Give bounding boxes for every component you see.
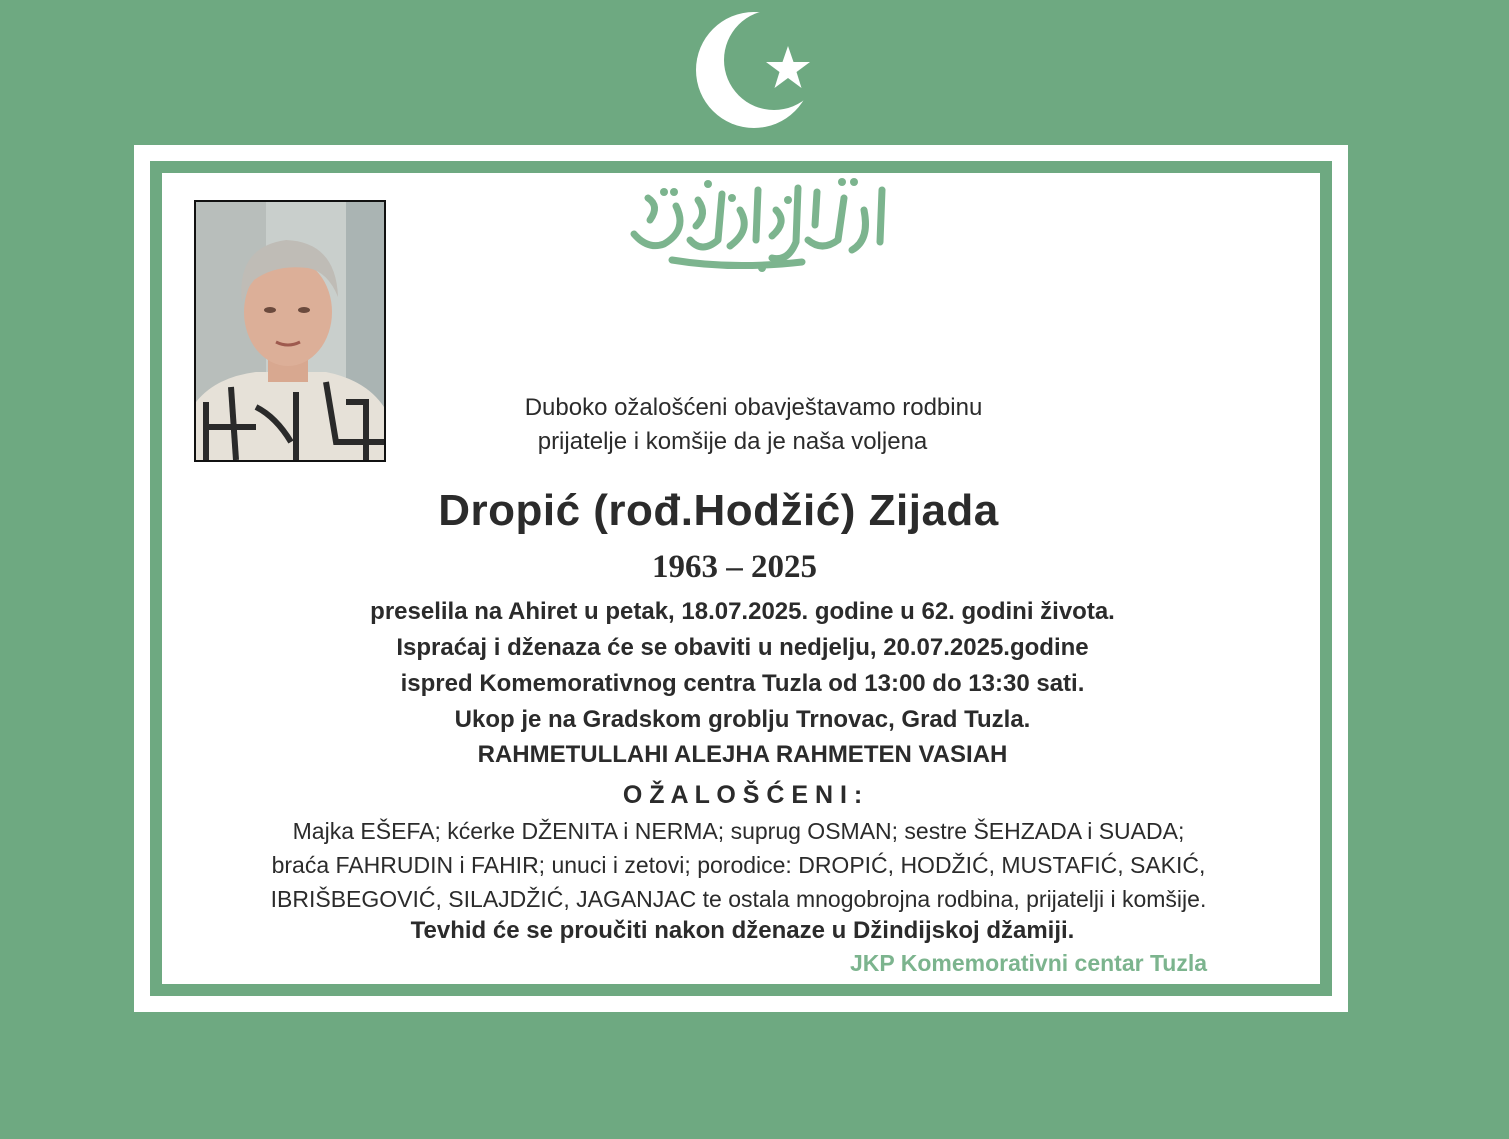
crescent-star-icon — [690, 8, 830, 133]
deceased-name: Dropić (rođ.Hodžić) Zijada — [438, 486, 999, 535]
announcement-line-4: Ukop je na Gradskom groblju Trnovac, Grad Tuzla. — [454, 706, 1031, 733]
arabic-calligraphy — [612, 170, 902, 275]
signature: JKP Komemorativni centar Tuzla — [850, 950, 1208, 976]
prayer-line: RAHMETULLAHI ALEJHA RAHMETEN VASIAH — [477, 741, 1008, 768]
announcement-line-3: ispred Komemorativnog centra Tuzla od 13:00 do 13:30 sati. — [400, 670, 1085, 697]
mourners-line-1: Majka EŠEFA; kćerke DŽENITA i NERMA; suprug OSMAN; sestre ŠEHZADA i SUADA; — [292, 818, 1185, 844]
tevhid-line: Tevhid će se proučiti nakon dženaze u Džindijskoj džamiji. — [410, 917, 1075, 944]
mourners-heading: O Ž A L O Š Ć E N I : — [622, 781, 863, 809]
mourners-line-3: IBRIŠBEGOVIĆ, SILAJDŽIĆ, JAGANJAC te ostala mnogobrojna rodbina, prijatelji i komšije. — [270, 886, 1207, 912]
announcement-line-1: preselila na Ahiret u petak, 18.07.2025. godine u 62. godini života. — [370, 598, 1115, 625]
announcement-line-2: Ispraćaj i dženaza će se obaviti u nedjelju, 20.07.2025.godine — [396, 634, 1089, 661]
deceased-years: 1963 – 2025 — [652, 549, 817, 585]
intro-line-1: Duboko ožalošćeni obavještavamo rodbinu — [524, 394, 983, 421]
intro-line-2: prijatelje i komšije da je naša voljena — [537, 428, 928, 455]
mourners-line-2: braća FAHRUDIN i FAHIR; unuci i zetovi; porodice: DROPIĆ, HODŽIĆ, MUSTAFIĆ, SAKIĆ, — [271, 852, 1206, 878]
